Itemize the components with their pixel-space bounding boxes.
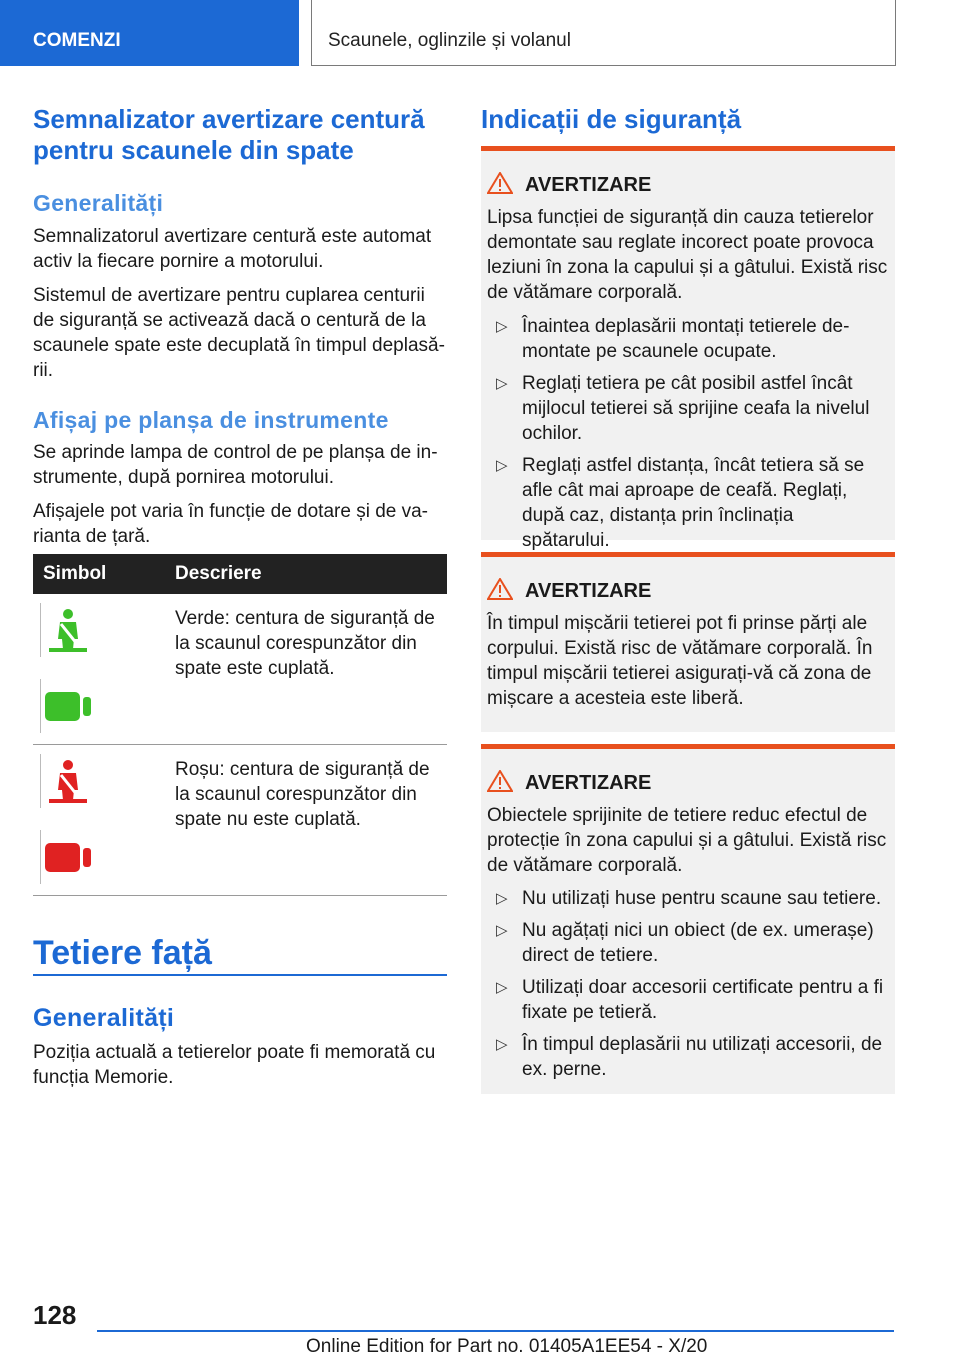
heading-seatbelt-warning: Semnalizator avertizare centură pentru scaunele din spate bbox=[33, 104, 425, 165]
bullet-arrow-icon: ▷ bbox=[496, 318, 508, 335]
description-red: Roșu: centura de siguranță de la scaunul corespunzător din spate nu este cuplată. bbox=[175, 759, 430, 830]
paragraph-memory: Poziția actuală a tetierelor poate fi memorată cu funcția Memorie. bbox=[33, 1042, 436, 1088]
bullet-arrow-icon: ▷ bbox=[496, 890, 508, 907]
heading-front-headrests: Tetiere față bbox=[33, 934, 212, 972]
list-item: ▷ Nu utilizați huse pentru scaune sau tetiere. bbox=[496, 888, 882, 909]
heading-rule bbox=[33, 974, 447, 976]
section-tab[interactable]: COMENZI bbox=[0, 0, 299, 66]
chapter-title: Scaunele, oglinzile și volanul bbox=[311, 0, 896, 66]
warning-title-3: AVERTIZARE bbox=[525, 772, 652, 794]
symbol-table bbox=[33, 554, 447, 896]
warning-text-3: Obiectele sprijinite de tetiere reduc efectul de protecție în zona capului și a gâtului. Există risc de vătămare corporală. bbox=[487, 805, 887, 876]
list-item: ▷ Reglați astfel distanța, încât tetiera să se afle cât mai aproape de ceafă. Reglați, după caz, distanța prin înclinația spătarului. bbox=[496, 455, 865, 551]
footer-rule bbox=[97, 1330, 894, 1332]
list-item: ▷ Nu agățați nici un obiect (de ex. umerașe) direct de tetiere. bbox=[496, 920, 874, 966]
column-header-description: Descriere bbox=[165, 554, 447, 594]
description-green: Verde: centura de siguranță de la scaunul corespunzător din spate este cuplată. bbox=[175, 608, 435, 679]
list-item: ▷ Utilizați doar accesorii certificate pentru a fi fixate pe tetieră. bbox=[496, 977, 884, 1023]
heading-safety-notes: Indicații de siguranță bbox=[481, 104, 742, 134]
footer-edition: Online Edition for Part no. 01405A1EE54 - X/20 bbox=[306, 1336, 708, 1357]
page-number: 128 bbox=[33, 1300, 77, 1330]
table-row bbox=[33, 594, 447, 745]
bullet-arrow-icon: ▷ bbox=[496, 922, 508, 939]
list-item: ▷ În timpul deplasării nu utilizați accesorii, de ex. perne. bbox=[496, 1034, 883, 1080]
seat-occupied-red-icon bbox=[40, 830, 94, 884]
seatbelt-fastened-green-icon bbox=[40, 603, 94, 657]
list-item: ▷ Reglați tetiera pe cât posibil astfel încât mijlocul tetierei să sprijine ceafa la nivelul ochilor. bbox=[496, 373, 870, 444]
paragraph-lamp: Se aprinde lampa de control de pe planșa de in-strumente, după pornirea motorului. bbox=[33, 442, 438, 488]
table-row bbox=[33, 745, 447, 896]
warning-title-1: AVERTIZARE bbox=[525, 174, 652, 196]
warning-text-1: Lipsa funcției de siguranță din cauza tetierelor demontate sau reglate incorect poate provoca leziuni în zona la capului și a gâtului. Există risc de vătămare corporală. bbox=[487, 207, 888, 303]
warning-triangle-icon bbox=[487, 770, 513, 792]
paragraph-system: Sistemul de avertizare pentru cuplarea centurii de siguranță se activează dacă o centură de la scaunele spate este decuplată în timpul deplasă-rii. bbox=[33, 285, 445, 381]
warning-triangle-icon bbox=[487, 172, 513, 194]
warning-text-2: În timpul mișcării tetierei pot fi prinse părți ale corpului. Există risc de vătămare corporală. În timpul mișcării tetierei asigurați-vă că zona de mișcare a acesteia este liberă. bbox=[487, 613, 873, 709]
bullet-arrow-icon: ▷ bbox=[496, 375, 508, 392]
subheading-general-2: Generalități bbox=[33, 1004, 175, 1032]
paragraph-auto-active: Semnalizatorul avertizare centură este automat activ la fiecare pornire a motorului. bbox=[33, 226, 432, 272]
list-item: ▷ Înaintea deplasării montați tetierele de-montate pe scaunele ocupate. bbox=[496, 316, 850, 362]
bullet-arrow-icon: ▷ bbox=[496, 1036, 508, 1053]
column-header-symbol: Simbol bbox=[33, 554, 165, 594]
subheading-general: Generalități bbox=[33, 190, 164, 216]
bullet-arrow-icon: ▷ bbox=[496, 979, 508, 996]
seatbelt-unfastened-red-icon bbox=[40, 754, 94, 808]
bullet-arrow-icon: ▷ bbox=[496, 457, 508, 474]
seat-occupied-green-icon bbox=[40, 679, 94, 733]
warning-title-2: AVERTIZARE bbox=[525, 580, 652, 602]
paragraph-variants: Afișajele pot varia în funcție de dotare și de va-rianta de țară. bbox=[33, 501, 429, 547]
subheading-display: Afișaj pe planșa de instrumente bbox=[33, 407, 389, 433]
warning-triangle-icon bbox=[487, 578, 513, 600]
